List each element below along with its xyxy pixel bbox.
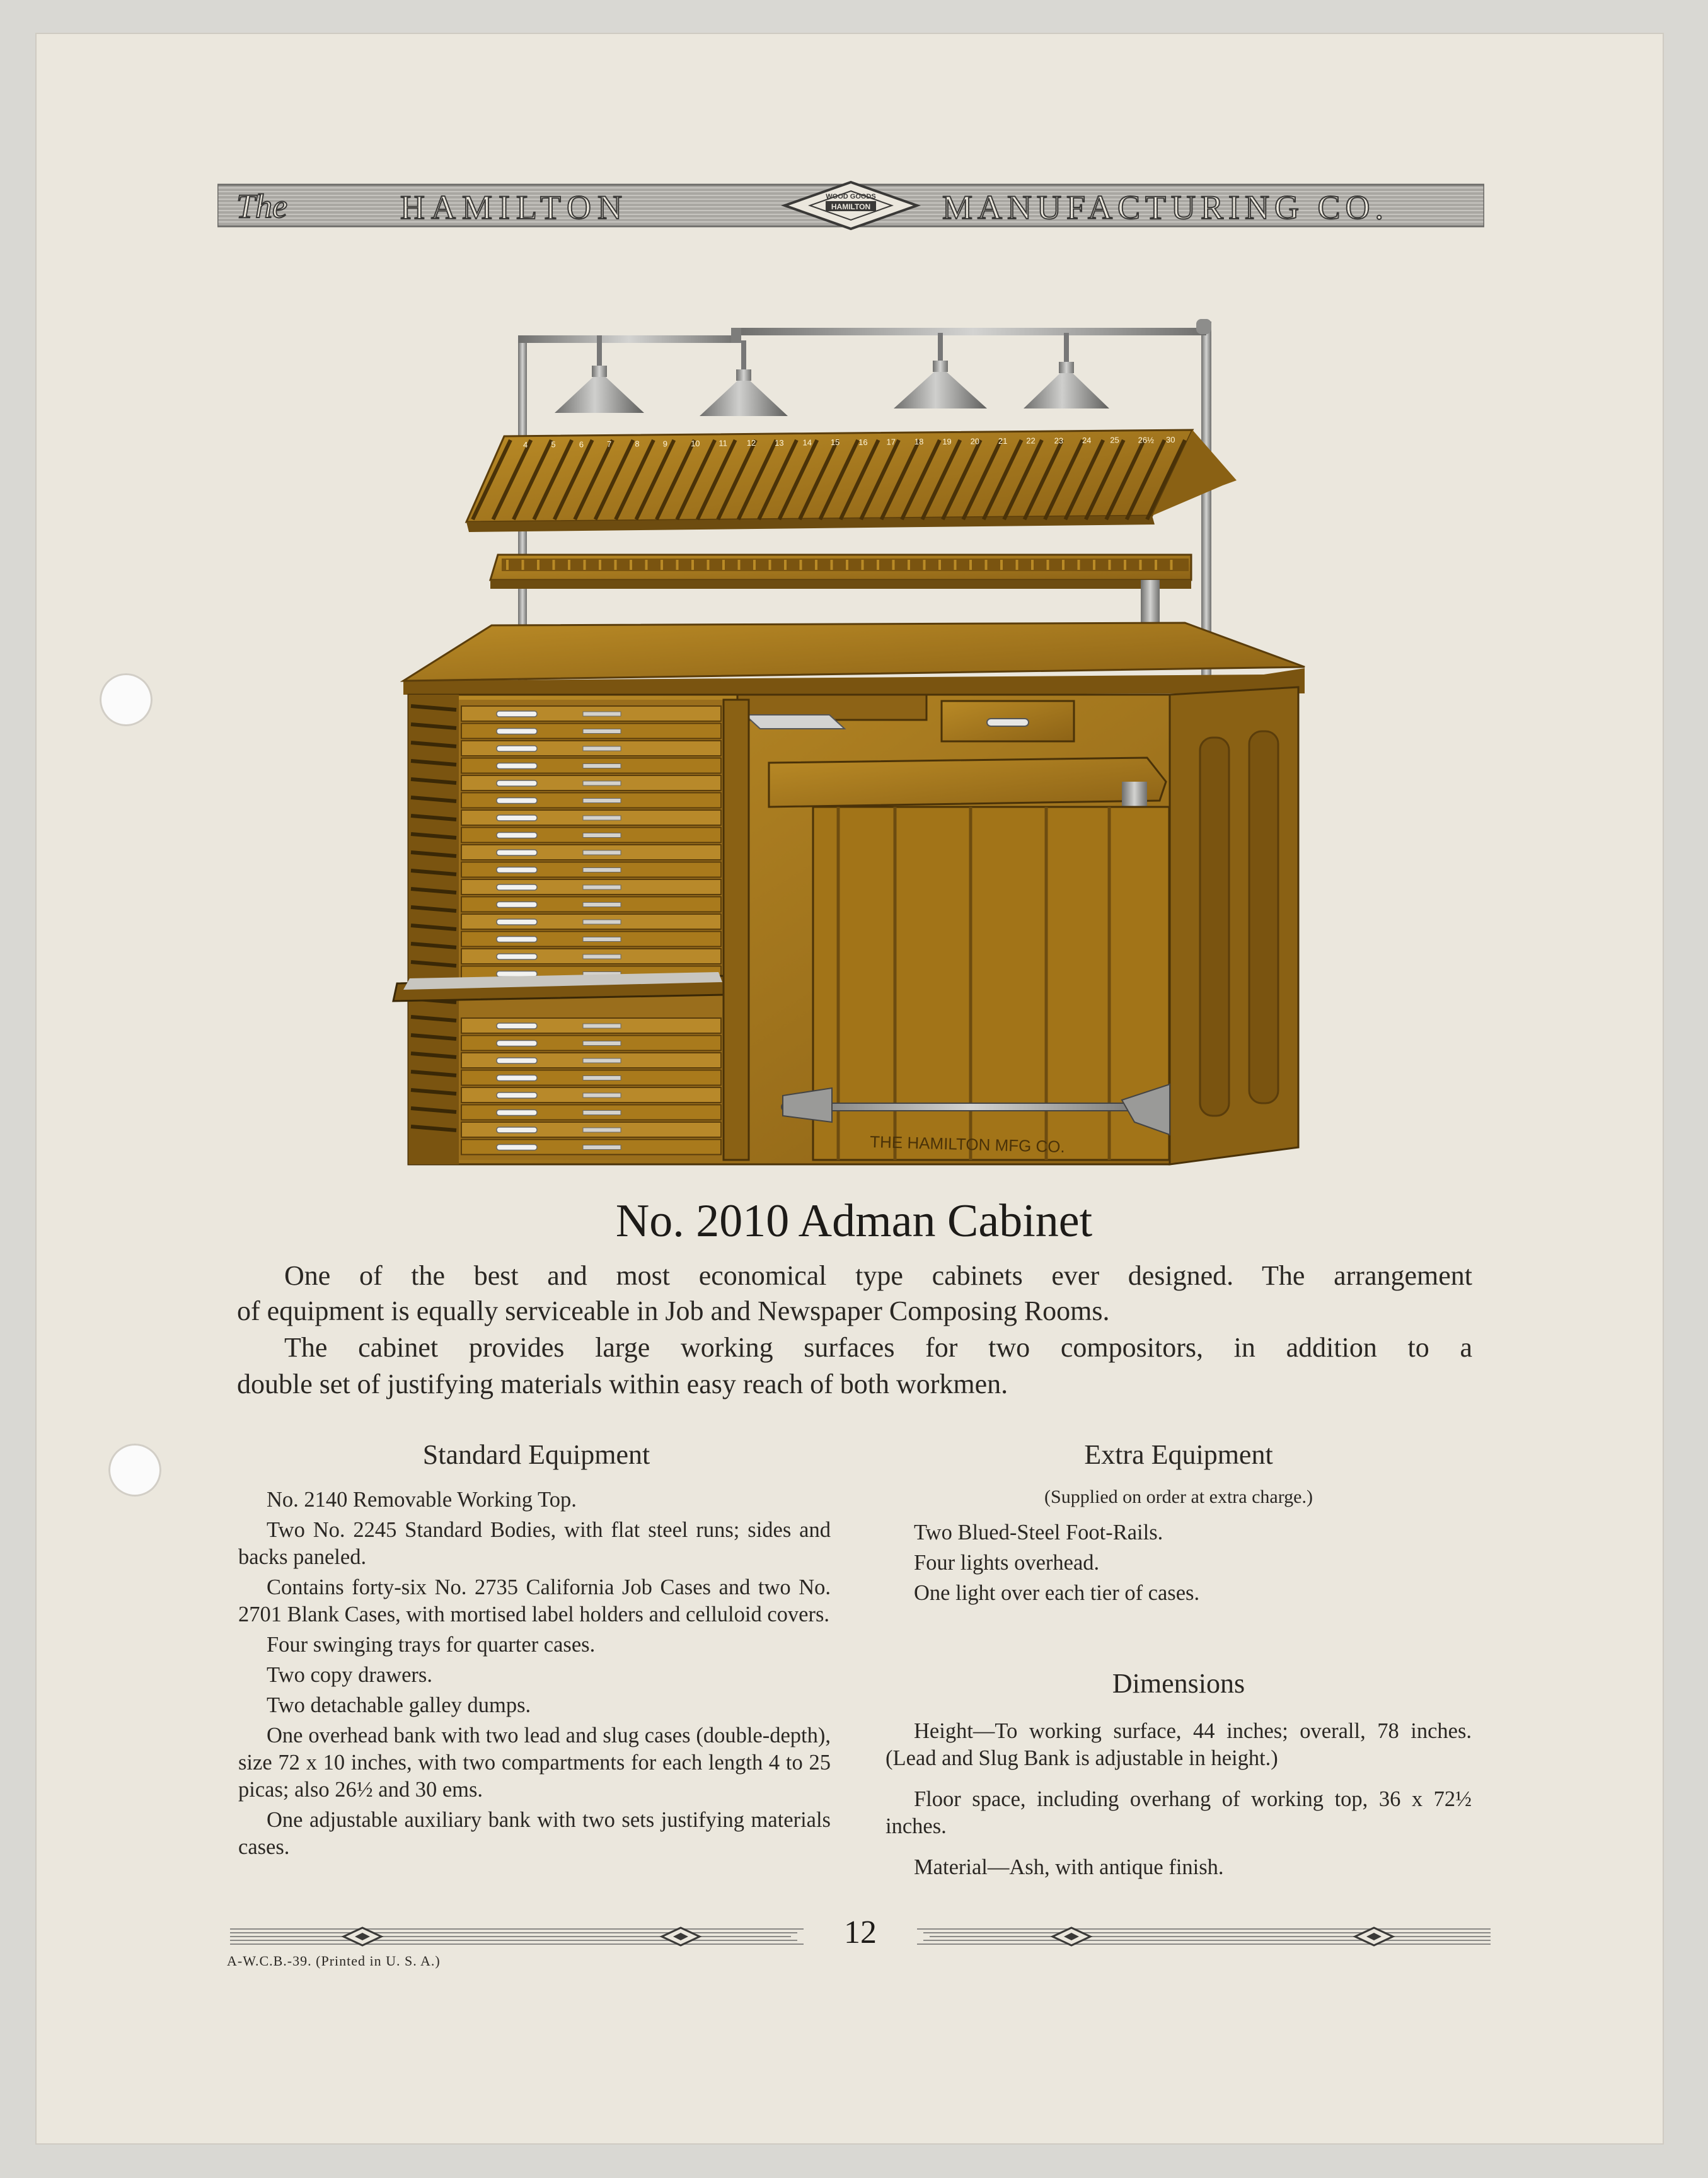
label-holder — [583, 850, 621, 855]
label-holder — [583, 1111, 621, 1115]
drawer-pull — [497, 1127, 537, 1133]
bank-scale-number: 6 — [579, 439, 584, 449]
drawer-pull — [497, 780, 537, 786]
dimensions-heading: Dimensions — [1112, 1668, 1245, 1699]
overhead-lamp — [555, 335, 644, 413]
bank-scale-number: 16 — [858, 437, 868, 447]
bank-scale-number: 17 — [886, 437, 896, 447]
intro-line-2: of equipment is equally serviceable in Job and Newspaper Composing Rooms. — [237, 1295, 1110, 1326]
label-holder — [583, 1076, 621, 1080]
label-holder — [583, 816, 621, 820]
footer-rule-right — [914, 1923, 1491, 1950]
drawer-pull — [497, 1092, 537, 1098]
bank-scale-number: 25 — [1110, 435, 1119, 445]
bank-scale-number: 23 — [1054, 436, 1064, 446]
product-title: No. 2010 Adman Cabinet — [615, 1195, 1093, 1247]
banner-right-word: MANUFACTURING CO. — [942, 188, 1389, 226]
bank-scale-number: 26½ — [1138, 435, 1154, 445]
label-holder — [583, 799, 621, 803]
intro-line-3: The cabinet provides large working surfaces for two compositors, in addition to a — [284, 1332, 1472, 1363]
list-item: Material—Ash, with antique finish. — [914, 1855, 1224, 1879]
print-code: A-W.C.B.-39. (Printed in U. S. A.) — [227, 1953, 441, 1969]
drawer-pull — [497, 1058, 537, 1063]
list-item: Four swinging trays for quarter cases. — [267, 1633, 596, 1657]
bank-scale-number: 7 — [607, 439, 612, 449]
header-banner — [217, 180, 1484, 231]
label-holder — [583, 781, 621, 785]
banner-prefix: The — [236, 187, 287, 225]
drawer-pull — [497, 763, 537, 769]
drawer-pull — [497, 746, 537, 751]
standard-equipment-list — [238, 1486, 831, 1864]
extra-equipment-heading: Extra Equipment — [1084, 1439, 1273, 1470]
bank-scale-number: 24 — [1082, 436, 1092, 446]
list-item: One overhead bank with two lead and slug cases (double-depth), size 72 x 10 inches, with two compartments for each length 4 to 25 picas; also 26½ and 30 ems. — [238, 1723, 831, 1802]
label-holder — [583, 729, 621, 734]
emblem-center-text: HAMILTON — [831, 202, 871, 211]
cabinet-illustration — [378, 303, 1324, 1185]
emblem-top-text: WOOD GOODS — [826, 193, 876, 200]
bank-scale-number: 11 — [718, 438, 727, 448]
label-holder — [583, 1024, 621, 1028]
bank-scale-number: 4 — [523, 440, 528, 449]
label-holder — [583, 920, 621, 924]
drawer-pull — [497, 954, 537, 959]
label-holder — [583, 1041, 621, 1046]
label-holder — [583, 746, 621, 751]
list-item: Height—To working surface, 44 inches; overall, 78 inches. (Lead and Slug Bank is adjustable in height.) — [886, 1719, 1472, 1770]
drawer-pull — [497, 919, 537, 925]
label-holder — [583, 937, 621, 942]
label-holder — [583, 1145, 621, 1150]
label-holder — [583, 833, 621, 838]
extra-equipment-note: (Supplied on order at extra charge.) — [1044, 1486, 1313, 1507]
drawer-pull — [497, 902, 537, 908]
label-holder — [583, 903, 621, 907]
label-holder — [583, 764, 621, 768]
list-item: Two copy drawers. — [267, 1663, 432, 1687]
drawer-pull — [497, 1110, 537, 1116]
drawer-pull — [497, 867, 537, 873]
label-holder — [583, 712, 621, 716]
drawer-pull — [497, 833, 537, 838]
drawer-pull — [497, 729, 537, 734]
drawer-pull — [497, 937, 537, 942]
bank-scale-number: 8 — [635, 439, 640, 449]
list-item: No. 2140 Removable Working Top. — [267, 1488, 577, 1512]
bank-scale-number: 15 — [830, 437, 840, 448]
bank-scale-number: 10 — [691, 438, 700, 448]
bank-scale-number: 9 — [662, 439, 667, 449]
label-holder — [583, 954, 621, 959]
bank-scale-number: 13 — [775, 437, 784, 448]
drawer-pull — [497, 815, 537, 821]
dimensions-list — [886, 1718, 1472, 1884]
bank-scale-number: 14 — [802, 437, 812, 448]
list-item: Contains forty-six No. 2735 California Job Cases and two No. 2701 Blank Cases, with mortised label holders and celluloid covers. — [238, 1575, 831, 1626]
drawer-pull — [497, 884, 537, 890]
drawer-pull — [497, 1075, 537, 1081]
base-plate-text: THE HAMILTON MFG CO. — [869, 1132, 1066, 1157]
drawer-pull — [497, 711, 537, 717]
drawer-pull — [497, 1023, 537, 1029]
binder-hole-top — [100, 673, 153, 726]
list-item: Two Blued-Steel Foot-Rails. — [914, 1521, 1163, 1544]
drawer-pull — [497, 798, 537, 804]
intro-line-1: One of the best and most economical type cabinets ever designed. The arrangement — [284, 1260, 1472, 1291]
list-item: Two detachable galley dumps. — [267, 1693, 531, 1717]
label-holder — [583, 1058, 621, 1063]
bank-scale-number: 12 — [746, 438, 756, 448]
bank-scale-number: 22 — [1026, 436, 1036, 446]
overhead-lamp — [700, 340, 788, 416]
label-holder — [583, 868, 621, 872]
overhead-lamp — [1024, 333, 1109, 408]
bank-scale-number: 20 — [970, 436, 980, 446]
list-item: One light over each tier of cases. — [914, 1581, 1200, 1605]
label-holder — [583, 1128, 621, 1132]
intro-line-4: double set of justifying materials within easy reach of both workmen. — [237, 1369, 1008, 1399]
page-number: 12 — [844, 1914, 877, 1950]
list-item: One adjustable auxiliary bank with two sets justifying materials cases. — [238, 1808, 831, 1859]
overhead-lamp — [894, 333, 987, 408]
bank-scale-number: 18 — [914, 437, 924, 447]
list-item: Two No. 2245 Standard Bodies, with flat steel runs; sides and backs paneled. — [238, 1518, 831, 1569]
list-item: Four lights overhead. — [914, 1551, 1100, 1575]
bank-scale-number: 30 — [1166, 435, 1175, 444]
drawer-pull — [497, 1145, 537, 1150]
drawer-pull — [497, 1041, 537, 1046]
extra-equipment-list — [886, 1519, 1472, 1610]
bank-scale-number: 5 — [551, 439, 556, 449]
label-holder — [583, 885, 621, 889]
bank-scale-number: 21 — [998, 436, 1008, 446]
standard-equipment-heading: Standard Equipment — [422, 1439, 650, 1470]
justifying-materials-bank — [490, 555, 1191, 589]
list-item: Floor space, including overhang of working top, 36 x 72½ inches. — [886, 1787, 1472, 1838]
label-holder — [583, 1093, 621, 1098]
banner-left-word: HAMILTON — [400, 188, 629, 226]
drawer-pull — [497, 850, 537, 855]
bank-scale-number: 19 — [942, 436, 952, 446]
binder-hole-bottom — [108, 1444, 161, 1497]
footer-rule-left — [230, 1923, 807, 1950]
